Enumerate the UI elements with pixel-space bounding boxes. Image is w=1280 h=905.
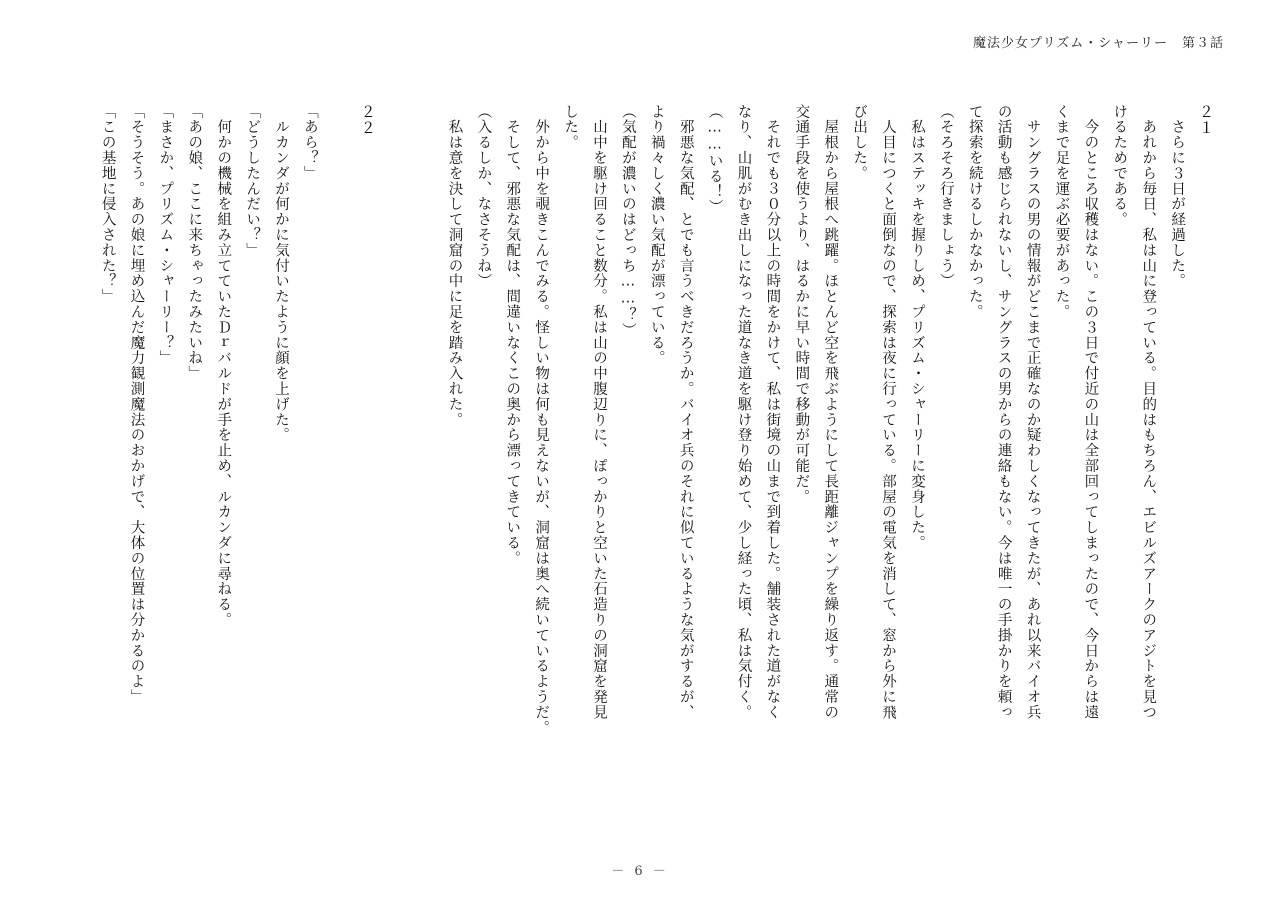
text-line: （気配が濃いのはどっち……？） xyxy=(619,104,636,338)
running-header-title: 魔法少女プリズム・シャーリー 第３話 xyxy=(973,36,1224,51)
text-line: （……いる！） xyxy=(706,104,723,215)
text-line: 今のところ収穫はない。この３日で付近の山は全部回ってしまったので、今日からは遠 xyxy=(1082,104,1099,720)
blank-line xyxy=(324,104,353,804)
text-line: 何かの機械を組み立てていたＤｒバルドが手を止め、ルカンダに尋ねる。 xyxy=(215,104,232,628)
text-line: サングラスの男の情報がどこまで正確なのか疑わしくなってきたが、あれ以来バイオ兵 xyxy=(1024,104,1041,720)
text-line: あれから毎日、私は山に登っている。目的はもちろん、エビルズアークのアジトを見つ xyxy=(1140,104,1157,720)
text-line: 「そうそう。あの娘に埋め込んだ魔力観測魔法のおかげで、大体の位置は分かるのよ」 xyxy=(128,104,145,705)
text-line: 山中を駆け回ること数分。私は山の中腹辺りに、ぽっかりと空いた石造りの洞窟を発見 xyxy=(590,104,607,720)
text-line: 「あの娘、ここに来ちゃったみたいね」 xyxy=(186,104,203,382)
section-number: ２１ xyxy=(1197,104,1215,136)
text-line: 私は意を決して洞窟の中に足を踏み入れた。 xyxy=(446,104,463,428)
text-line: ルカンダが何かに気付いたように顔を上げた。 xyxy=(273,104,289,443)
text-line: 私はステッキを握りしめ、プリズム・シャーリーに変身した。 xyxy=(908,104,925,551)
text-line: び出した。 xyxy=(851,104,868,181)
text-line: けるためである。 xyxy=(1111,104,1128,228)
text-line: 外から中を覗きこんでみる。怪しい物は何も見えないが、洞窟は奥へ続いているようだ。 xyxy=(533,104,550,736)
text-line: 邪悪な気配、とでも言うべきだろうか。バイオ兵のそれに似ているような気がするが、 xyxy=(677,104,694,720)
text-line: なり、山肌がむき出しになった道なき道を駆け登り始めて、少し経った頃、私は気付く。 xyxy=(735,104,752,720)
text-line: 交通手段を使うより、はるかに早い時間で移動が可能だ。 xyxy=(793,104,810,505)
blank-line xyxy=(411,104,440,804)
text-line: （入るしか、なさそうね） xyxy=(475,104,492,289)
text-line: 屋根から屋根へ跳躍。ほとんど空を飛ぶようにして長距離ジャンプを繰り返す。通常の xyxy=(822,104,839,720)
blank-line xyxy=(382,104,411,804)
text-line: 「まさか、プリズム・シャーリー？」 xyxy=(157,104,174,366)
text-line: の活動も感じられないし、サングラスの男からの連絡もない。今は唯一の手掛かりを頼っ xyxy=(995,104,1012,720)
text-line: 「この基地に侵入された？」 xyxy=(99,104,116,305)
text-line: そして、邪悪な気配は、間違いなくこの奥から漂ってきている。 xyxy=(504,104,521,566)
text-line: した。 xyxy=(562,104,579,151)
text-line: 「あら？」 xyxy=(301,104,318,181)
section-number: ２２ xyxy=(358,104,377,136)
text-line: て探索を続けるしかなかった。 xyxy=(966,104,983,320)
text-line: さらに３日が経過した。 xyxy=(1169,104,1186,289)
text-line: （そろそろ行きましょう） xyxy=(937,104,954,289)
text-line: それでも３０分以上の時間をかけて、私は街境の山まで到着した。舗装された道がなく xyxy=(764,104,781,720)
page-number: － 6 － xyxy=(611,864,669,879)
vertical-text-body xyxy=(60,104,1220,804)
text-line: くまで足を運ぶ必要があった。 xyxy=(1053,104,1070,320)
text-line: 人目につくと面倒なので、探索は夜に行っている。部屋の電気を消して、窓から外に飛 xyxy=(880,104,897,720)
text-line: より禍々しく濃い気配が漂っている。 xyxy=(648,104,665,366)
text-line: 「どうしたんだい？」 xyxy=(244,104,261,258)
